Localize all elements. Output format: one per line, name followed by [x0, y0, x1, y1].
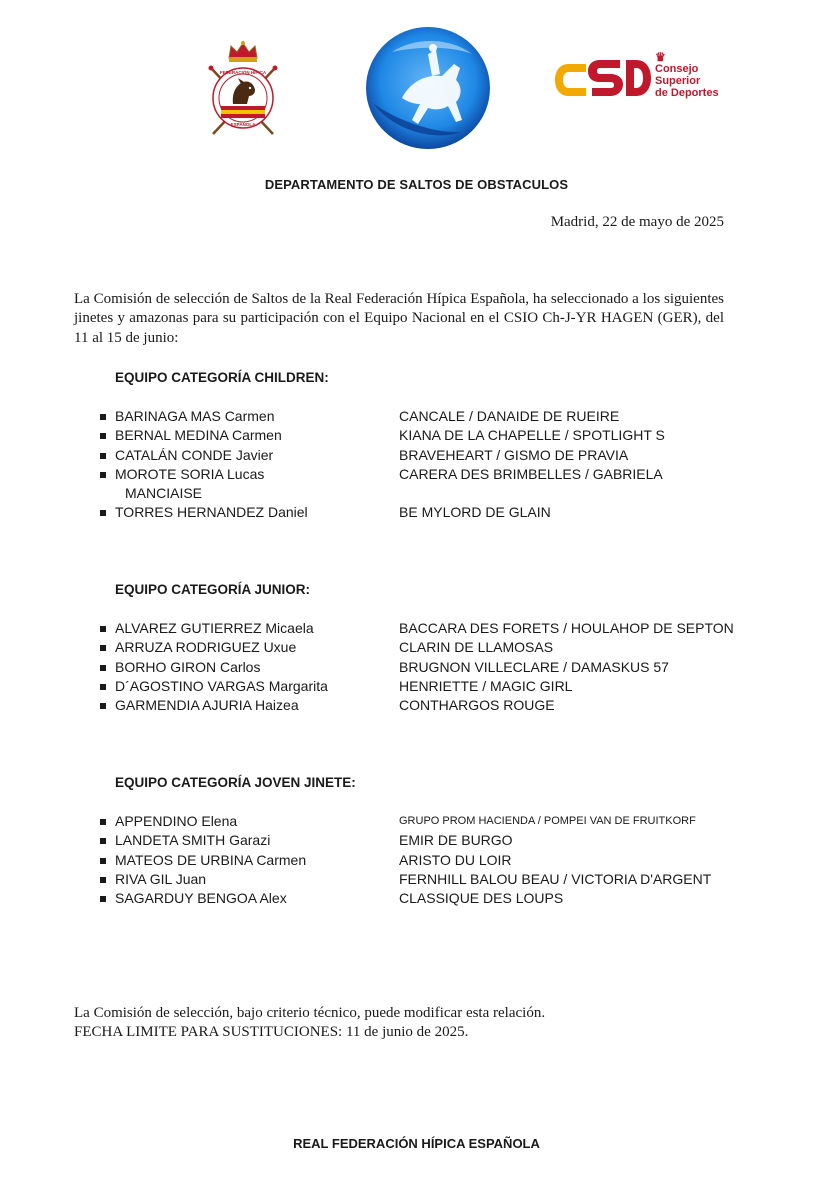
horse-name: BRAVEHEART / GISMO DE PRAVIA — [399, 446, 629, 463]
horse-name: BRUGNON VILLECLARE / DAMASKUS 57 — [399, 658, 669, 675]
horse-name: CLARIN DE LLAMOSAS — [399, 639, 554, 656]
list-item — [100, 889, 740, 908]
horse-name: EMIR DE BURGO — [399, 832, 513, 849]
list-item — [100, 812, 740, 831]
list-item — [100, 446, 740, 465]
rider-name: GARMENDIA AJURIA Haizea — [115, 697, 299, 714]
horse-name: ARISTO DU LOIR — [399, 851, 512, 868]
svg-text:FEDERACIÓN HÍPICA: FEDERACIÓN HÍPICA — [219, 70, 267, 75]
list-item — [100, 465, 740, 504]
closing-line-1: La Comisión de selección, bajo criterio técnico, puede modificar esta relación. — [74, 1005, 546, 1021]
bullet-icon — [100, 510, 106, 516]
csd-logo — [552, 50, 722, 116]
show-jumping-logo — [362, 24, 494, 152]
csd-name: ♛ Consejo Superior de Deportes — [655, 50, 719, 99]
bullet-icon — [100, 819, 106, 825]
rider-list-joven-jinete — [100, 812, 740, 908]
section-title-children: EQUIPO CATEGORÍA CHILDREN: — [115, 370, 329, 385]
svg-text:ESPAÑOLA: ESPAÑOLA — [230, 122, 256, 127]
horse-name: CONTHARGOS ROUGE — [399, 697, 555, 714]
rider-name: SAGARDUY BENGOA Alex — [115, 890, 287, 907]
rider-name: ALVAREZ GUTIERREZ Micaela — [115, 620, 314, 636]
csd-line-1: Consejo — [655, 63, 699, 75]
date-line: Madrid, 22 de mayo de 2025 — [550, 214, 724, 230]
list-item — [100, 696, 740, 715]
rider-name: APPENDINO Elena — [115, 813, 238, 829]
bullet-icon — [100, 838, 106, 844]
bullet-icon — [100, 645, 106, 651]
bullet-icon — [100, 665, 106, 671]
bullet-icon — [100, 453, 106, 459]
list-item — [100, 426, 740, 445]
list-item — [100, 503, 740, 522]
bullet-icon — [100, 472, 106, 478]
horse-name: FERNHILL BALOU BEAU / VICTORIA D'ARGENT — [399, 870, 712, 887]
rider-name: RIVA GIL Juan — [115, 870, 207, 887]
bullet-icon — [100, 414, 106, 420]
rider-name: BARINAGA MAS Carmen — [115, 408, 275, 424]
horse-name: BE MYLORD DE GLAIN — [399, 504, 551, 521]
section-title-junior: EQUIPO CATEGORÍA JUNIOR: — [115, 582, 311, 597]
rider-name: MOROTE SORIA Lucas — [115, 465, 265, 482]
department-title: DEPARTAMENTO DE SALTOS DE OBSTACULOS — [264, 177, 569, 192]
horse-name: BACCARA DES FORETS / HOULAHOP DE SEPTON — [399, 620, 734, 636]
horse-name: GRUPO PROM HACIENDA / POMPEI VAN DE FRUITKORF — [399, 815, 696, 827]
list-item — [100, 831, 740, 850]
list-item — [100, 619, 740, 638]
bullet-icon — [100, 896, 106, 902]
list-item — [100, 658, 740, 677]
csd-line-3: de Deportes — [655, 87, 719, 99]
horse-name: HENRIETTE / MAGIC GIRL — [399, 677, 573, 694]
rider-list-children — [100, 407, 740, 523]
horse-name: KIANA DE LA CHAPELLE / SPOTLIGHT S — [399, 427, 665, 444]
horse-name: CANCALE / DANAIDE DE RUEIRE — [399, 408, 620, 424]
rider-name: MATEOS DE URBINA Carmen — [115, 851, 307, 868]
closing-notes — [74, 1004, 754, 1042]
rider-name: BORHO GIRON Carlos — [115, 658, 261, 675]
rider-name-continued: MANCIAISE — [125, 485, 203, 502]
rider-name: TORRES HERNANDEZ Daniel — [115, 504, 308, 521]
list-item — [100, 851, 740, 870]
rider-name: CATALÁN CONDE Javier — [115, 446, 274, 463]
rider-name: D´AGOSTINO VARGAS Margarita — [115, 677, 328, 694]
rider-list-junior — [100, 619, 740, 715]
closing-line-2: FECHA LIMITE PARA SUSTITUCIONES: 11 de junio de 2025. — [74, 1024, 469, 1040]
list-item — [100, 870, 740, 889]
footer-organization: REAL FEDERACIÓN HÍPICA ESPAÑOLA — [293, 1136, 540, 1151]
rider-name: LANDETA SMITH Garazi — [115, 832, 271, 849]
rfhe-crest-logo — [205, 40, 281, 138]
section-title-joven-jinete: EQUIPO CATEGORÍA JOVEN JINETE: — [115, 775, 356, 790]
bullet-icon — [100, 703, 106, 709]
rider-name: ARRUZA RODRIGUEZ Uxue — [115, 639, 297, 656]
rider-name: BERNAL MEDINA Carmen — [115, 427, 282, 444]
bullet-icon — [100, 626, 106, 632]
bullet-icon — [100, 684, 106, 690]
horse-name: CARERA DES BRIMBELLES / GABRIELA — [399, 465, 663, 482]
intro-paragraph: La Comisión de selección de Saltos de la Real Federación Hípica Española, ha seleccionado a los siguientes jinetes y amazonas para su participación con el Equipo Nacional en el CSIO Ch-J-YR HAGEN (GER), del 11 al 15 de junio: — [74, 291, 724, 346]
list-item — [100, 638, 740, 657]
list-item — [100, 677, 740, 696]
horse-name: CLASSIQUE DES LOUPS — [399, 890, 564, 907]
list-item — [100, 407, 740, 426]
bullet-icon — [100, 433, 106, 439]
bullet-icon — [100, 858, 106, 864]
csd-line-2: Superior — [655, 75, 701, 87]
bullet-icon — [100, 877, 106, 883]
